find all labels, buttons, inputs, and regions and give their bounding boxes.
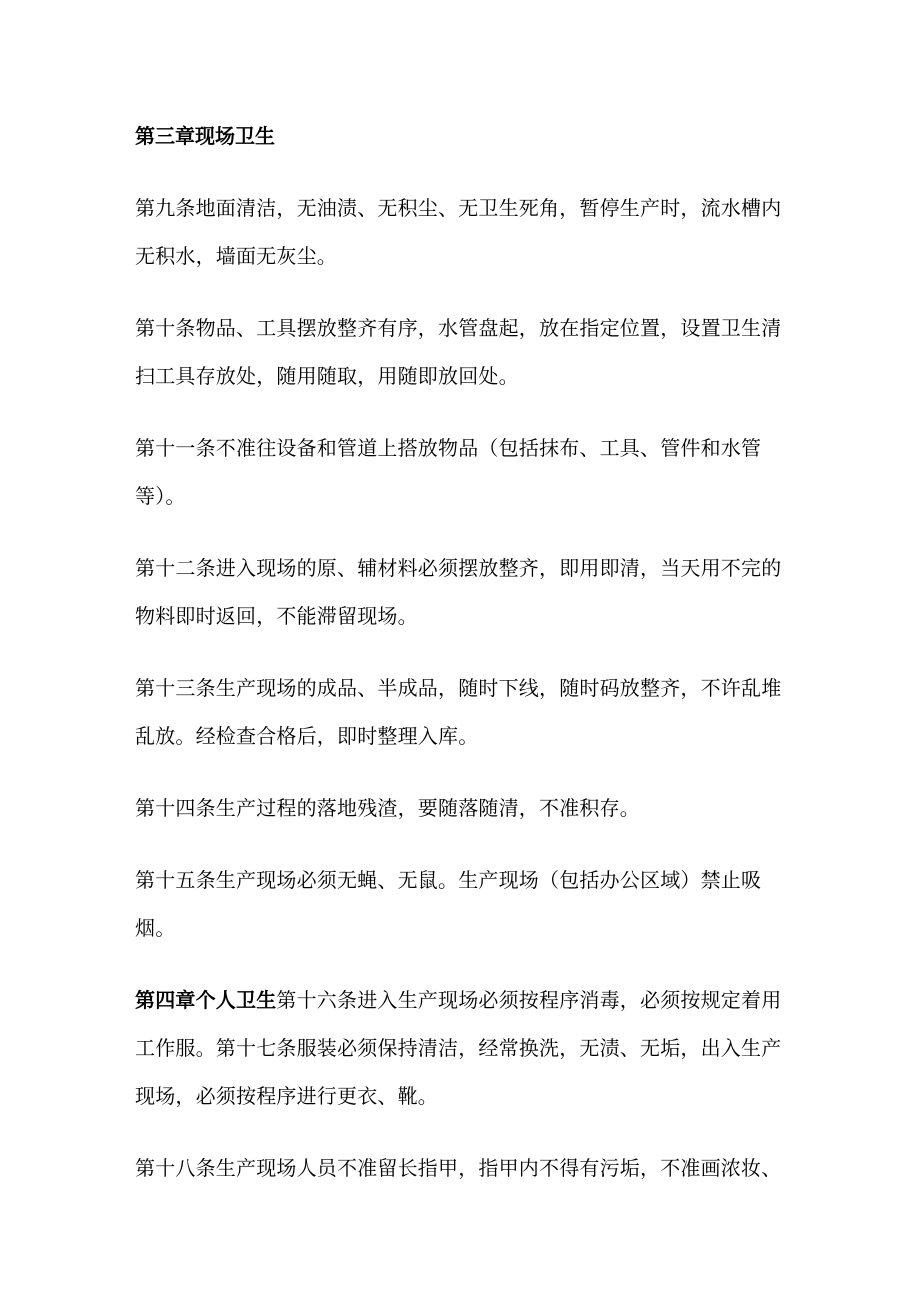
chapter-4-title: 第四章个人卫生	[135, 988, 277, 1012]
article-13: 第十三条生产现场的成品、半成品，随时下线，随时码放整齐，不许乱堆乱放。经检查合格后，即时整理入库。	[135, 676, 782, 748]
article-15: 第十五条生产现场必须无蝇、无鼠。生产现场（包括办公区域）禁止吸烟。	[135, 868, 762, 940]
article-9: 第九条地面清洁，无油渍、无积尘、无卫生死角，暂停生产时，流水槽内无积水，墙面无灰尘。	[135, 196, 782, 268]
article-16-17: 第十六条进入生产现场必须按程序消毒，必须按规定着用工作服。第十七条服装必须保持清洁，经常换洗，无渍、无垢，出入生产现场，必须按程序进行更衣、靴。	[135, 988, 782, 1108]
article-10: 第十条物品、工具摆放整齐有序，水管盘起，放在指定位置，设置卫生清扫工具存放处，随用随取，用随即放回处。	[135, 316, 782, 388]
article-14: 第十四条生产过程的落地残渣，要随落随清，不准积存。	[135, 796, 640, 820]
chapter-4-paragraph	[135, 976, 785, 1120]
article-11: 第十一条不准往设备和管道上搭放物品（包括抹布、工具、管件和水管等）。	[135, 436, 762, 508]
article-18: 第十八条生产现场人员不准留长指甲，指甲内不得有污垢，不准画浓妆、	[135, 1156, 782, 1180]
article-12: 第十二条进入现场的原、辅材料必须摆放整齐，即用即清，当天用不完的物料即时返回，不能滞留现场。	[135, 556, 782, 628]
chapter-3-title: 第三章现场卫生	[135, 124, 275, 148]
document-page	[135, 112, 785, 1216]
